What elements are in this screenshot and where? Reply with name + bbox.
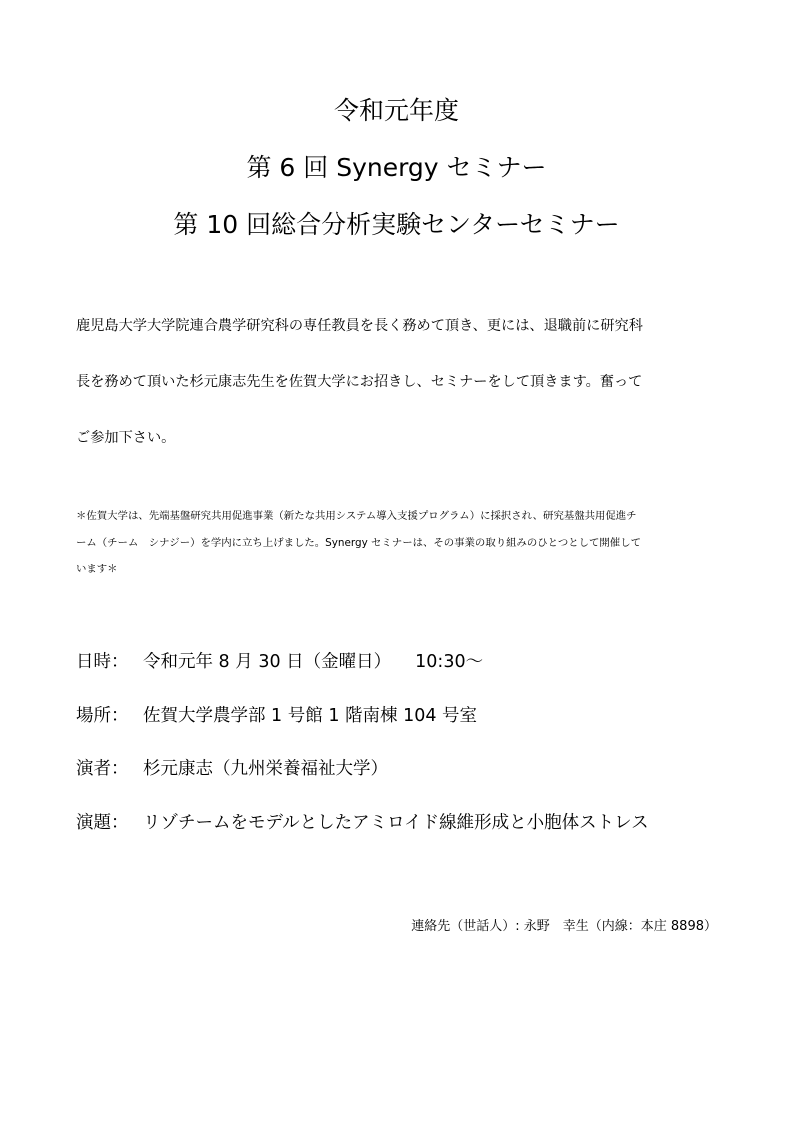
intro-paragraph xyxy=(76,298,722,466)
program-note xyxy=(76,503,722,583)
place-label: 場所： xyxy=(76,705,129,726)
center-seminar-heading: 第 10 回総合分析実験センターセミナー xyxy=(173,210,620,239)
time-value: 10:30～ xyxy=(415,652,484,672)
date-value: 令和元年 8 月 30 日（金曜日） xyxy=(143,652,392,672)
place-value: 佐賀大学農学部 1 号館 1 階南棟 104 号室 xyxy=(143,705,478,726)
intro-line: 鹿児島大学大学院連合農学研究科の専任教員を長く務めて頂き、更には、退職前に研究科 xyxy=(76,318,643,334)
event-details xyxy=(76,644,722,858)
speaker-row xyxy=(76,751,722,805)
title-block xyxy=(0,82,793,253)
contact-info: 連絡先（世話人）: 永野 幸生（内線：本庄 8898） xyxy=(411,919,717,934)
date-row xyxy=(76,644,722,698)
intro-line: ご参加下さい。 xyxy=(76,430,176,446)
intro-line: 長を務めて頂いた杉元康志先生を佐賀大学にお招きし、セミナーをして頂きます。奮って xyxy=(76,374,643,390)
topic-row xyxy=(76,805,722,859)
speaker-label: 演者： xyxy=(76,759,129,779)
topic-label: 演題： xyxy=(76,812,129,833)
topic-value: リゾチームをモデルとしたアミロイド線維形成と小胞体ストレス xyxy=(143,812,649,833)
note-line: ーム（チーム シナジー）を学内に立ち上げました。Synergy セミナーは、その事業の取り組みのひとつとして開催して xyxy=(76,536,641,549)
note-line: います＊ xyxy=(76,563,118,575)
place-row xyxy=(76,698,722,752)
date-label: 日時： xyxy=(76,652,129,672)
synergy-seminar-heading: 第 6 回 Synergy セミナー xyxy=(246,153,547,182)
speaker-value: 杉元康志（九州栄養福祉大学） xyxy=(143,759,388,779)
note-line: ＊佐賀大学は、先端基盤研究共用促進事業（新たな共用システム導入支援プログラム）に採択され、研究基盤共用促進チ xyxy=(76,510,637,522)
fiscal-year-heading: 令和元年度 xyxy=(333,96,459,125)
